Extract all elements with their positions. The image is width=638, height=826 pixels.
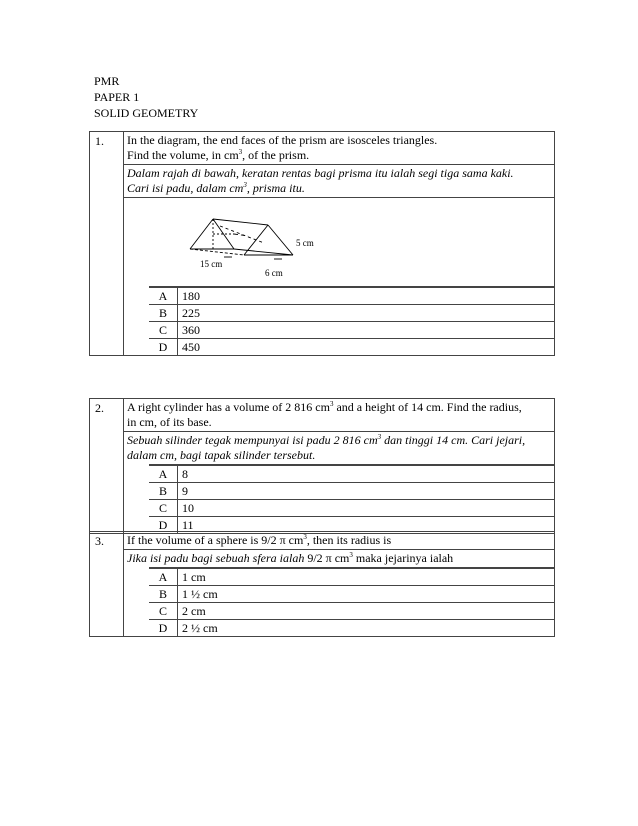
header-topic: SOLID GEOMETRY — [94, 106, 199, 120]
question-number: 2. — [90, 399, 124, 534]
label-15cm: 15 cm — [200, 259, 223, 269]
option-a[interactable]: A 1 cm — [149, 569, 554, 586]
option-d[interactable]: D 450 — [149, 339, 554, 356]
option-d[interactable]: D 2 ½ cm — [149, 620, 554, 637]
answer-options — [149, 287, 554, 355]
option-c[interactable]: C 10 — [149, 500, 554, 517]
option-c[interactable]: C 360 — [149, 322, 554, 339]
option-d[interactable]: D 11 — [149, 517, 554, 534]
question-text-ms: Jika isi padu bagi sebuah sfera ialah 9/2 π $cm^3$ maka jejarinya ialah — [124, 549, 554, 567]
question-1 — [89, 131, 555, 356]
prism-figure — [124, 198, 554, 286]
header-paper: PAPER 1 — [94, 90, 140, 104]
label-6cm: 6 cm — [265, 268, 283, 278]
question-text-ms: Dalam rajah di bawah, keratan rentas bagi prisma itu ialah segi tiga sama kaki. Cari isi padu, dalam $cm^3$, prisma itu. — [124, 164, 554, 197]
option-c[interactable]: C 2 cm — [149, 603, 554, 620]
question-text-ms: Sebuah silinder tegak mempunyai isi padu 2 816 $cm^3$ dan tinggi 14 cm. Cari jejari, dalam cm, bagi tapak silinder tersebut. — [124, 431, 554, 464]
header-exam: PMR — [94, 74, 120, 88]
option-b[interactable]: B 1 ½ cm — [149, 586, 554, 603]
option-b[interactable]: B 9 — [149, 483, 554, 500]
question-number: 3. — [90, 532, 124, 637]
question-2 — [89, 398, 555, 534]
answer-options — [149, 465, 554, 533]
prism-diagram — [124, 197, 554, 286]
option-a[interactable]: A 8 — [149, 466, 554, 483]
answer-options — [149, 568, 554, 636]
page-header — [94, 73, 198, 121]
question-number: 1. — [90, 132, 124, 356]
question-text-en: If the volume of a sphere is 9/2 π $cm^3$, then its radius is — [127, 533, 392, 547]
label-5cm: 5 cm — [296, 238, 314, 248]
option-a[interactable]: A 180 — [149, 288, 554, 305]
question-text-en: A right cylinder has a volume of 2 816 $cm^3$ and a height of 14 cm. Find the radius, in cm, of its base. — [127, 400, 522, 429]
question-3 — [89, 531, 555, 637]
question-text-en: In the diagram, the end faces of the prism are isosceles triangles. Find the volume, in $cm^3$, of the prism. — [127, 133, 438, 162]
option-b[interactable]: B 225 — [149, 305, 554, 322]
